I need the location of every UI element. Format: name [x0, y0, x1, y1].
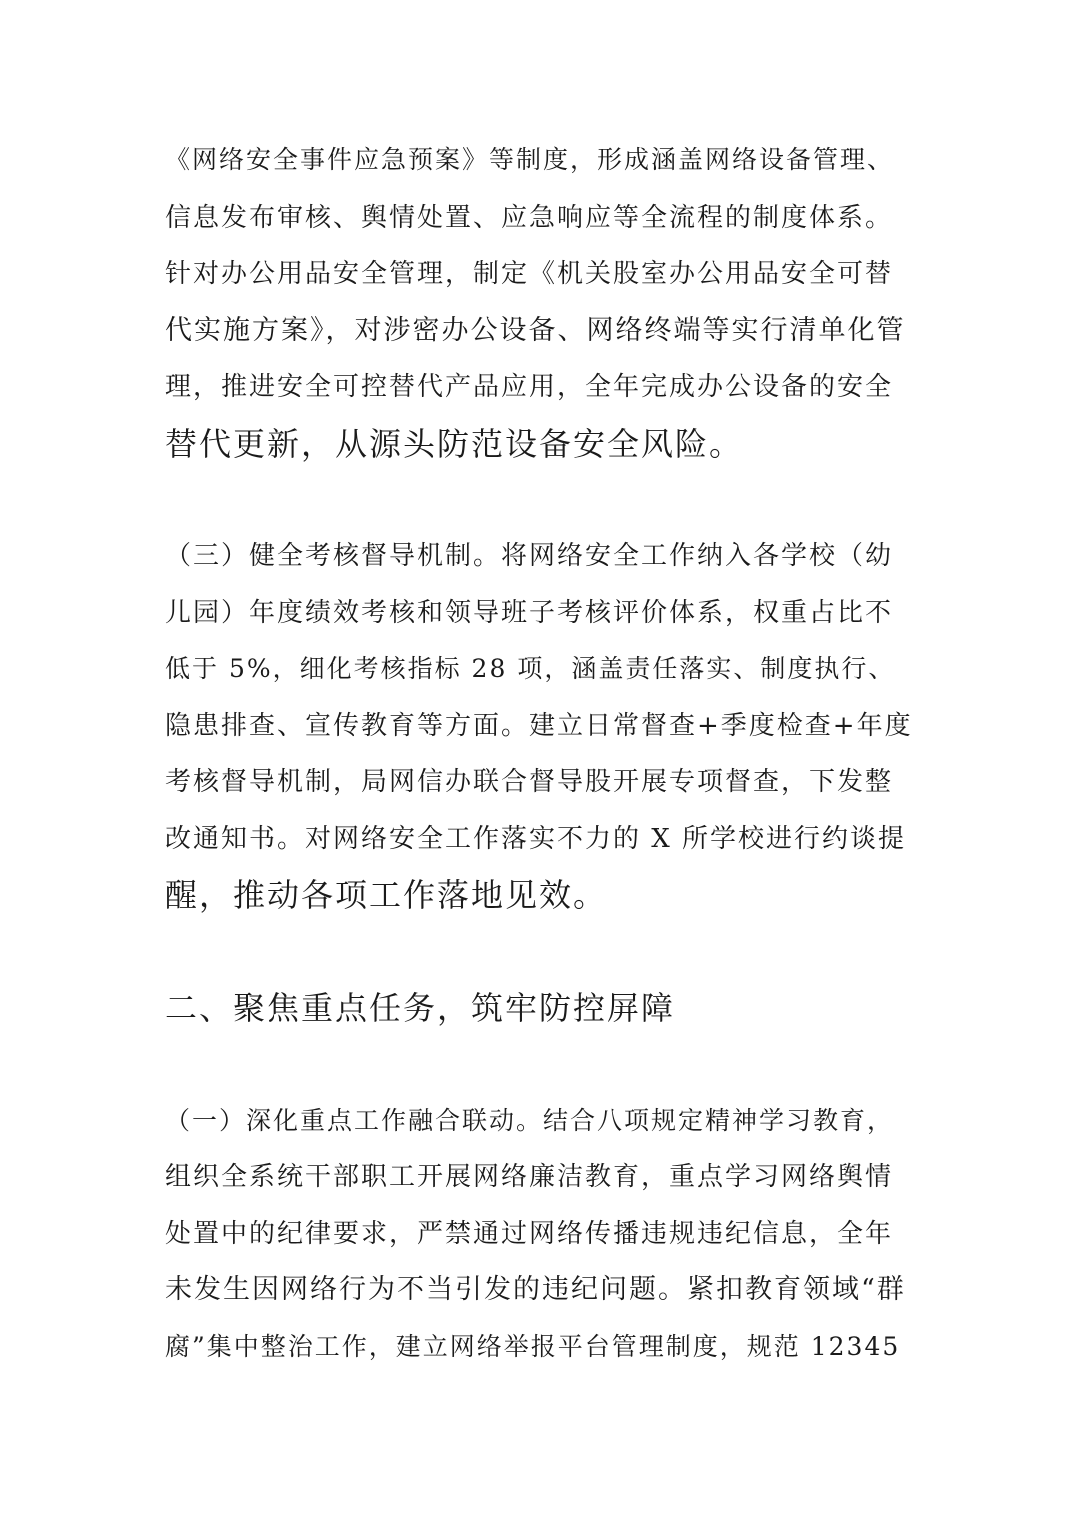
paragraph-1-line-6: 替代更新，从源头防范设备安全风险。 — [165, 425, 744, 463]
paragraph-2-line-6: 改通知书。对网络安全工作落实不力的 X 所学校进行约谈提 — [165, 824, 907, 854]
paragraph-1-line-4: 代实施方案》，对涉密办公设备、网络终端等实行清单化管 — [165, 315, 906, 346]
paragraph-2-line-2: 儿园）年度绩效考核和领导班子考核评价体系，权重占比不 — [165, 598, 894, 628]
paragraph-2-line-4: 隐患排查、宣传教育等方面。建立日常督查+季度检查+年度 — [165, 711, 913, 741]
paragraph-1-line-2: 信息发布审核、舆情处置、应急响应等全流程的制度体系。 — [165, 203, 894, 233]
paragraph-3-line-4: 未发生因网络行为不当引发的违纪问题。紧扣教育领域“群 — [165, 1274, 906, 1305]
section-heading: 二、聚焦重点任务，筑牢防控屏障 — [165, 989, 676, 1027]
paragraph-2-line-3: 低于 5%，细化考核指标 28 项，涵盖责任落实、制度执行、 — [165, 654, 896, 683]
paragraph-2-line-5: 考核督导机制，局网信办联合督导股开展专项督查，下发整 — [165, 767, 894, 797]
paragraph-3-line-2: 组织全系统干部职工开展网络廉洁教育，重点学习网络舆情 — [165, 1162, 894, 1192]
paragraph-2-line-7: 醒，推动各项工作落地见效。 — [165, 876, 608, 914]
paragraph-3-line-1: （一）深化重点工作融合联动。结合八项规定精神学习教育， — [165, 1106, 895, 1135]
paragraph-2-line-1: （三）健全考核督导机制。将网络安全工作纳入各学校（幼 — [165, 541, 894, 571]
paragraph-3-line-5: 腐”集中整治工作，建立网络举报平台管理制度，规范 12345 — [165, 1332, 901, 1361]
paragraph-1-line-3: 针对办公用品安全管理，制定《机关股室办公用品安全可替 — [165, 259, 894, 289]
paragraph-1-line-1: 《网络安全事件应急预案》等制度，形成涵盖网络设备管理、 — [165, 145, 895, 174]
paragraph-3-line-3: 处置中的纪律要求，严禁通过网络传播违规违纪信息，全年 — [165, 1219, 894, 1249]
paragraph-1-line-5: 理，推进安全可控替代产品应用，全年完成办公设备的安全 — [165, 372, 894, 402]
